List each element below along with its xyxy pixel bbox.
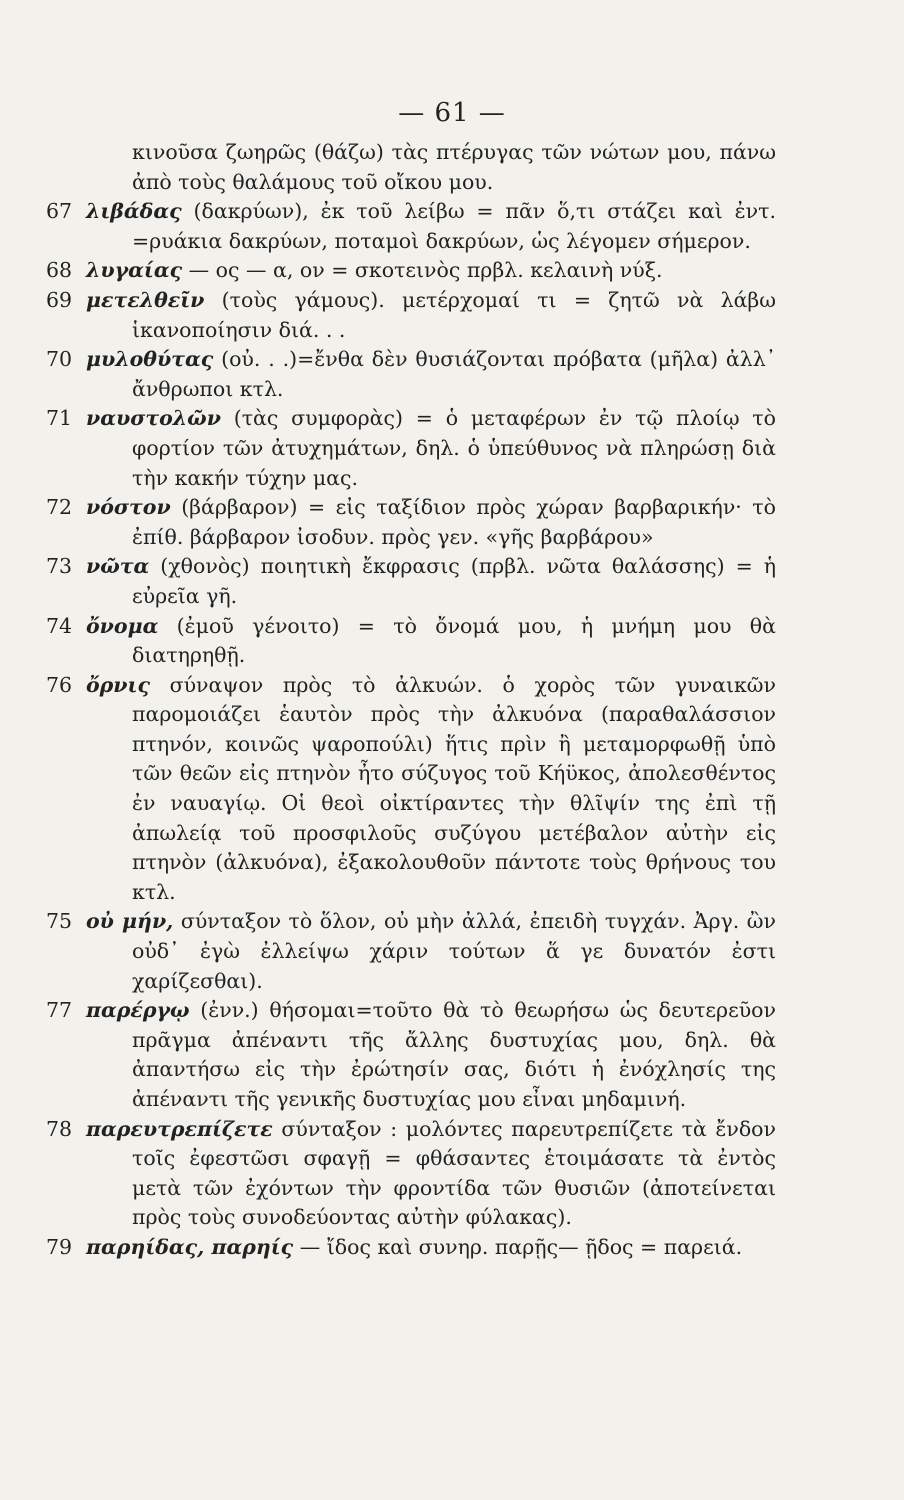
entry-headword: παρέργῳ	[86, 998, 190, 1023]
entry-number: 71	[46, 406, 73, 431]
entry-headword: ὄρνις	[86, 672, 150, 697]
entry-text: (τὰς συμφορὰς) = ὁ μεταφέρων ἐν τῷ πλοίῳ τὸ φορτίον τῶν ἀτυχημάτων, δηλ. ὁ ὑπεύθυνος νὰ πληρώσῃ διὰ τὴν κακήν τύχην μας.	[132, 406, 776, 490]
entry-headword: λυγαίας	[86, 258, 183, 283]
entry-text: (οὐ. . .)=ἔνθα δὲν θυσιάζονται πρόβατα (μῆλα) ἀλλ᾽ ἄνθρωποι κτλ.	[132, 347, 776, 401]
continuation-line	[46, 138, 776, 197]
entry-number: 79	[46, 1234, 73, 1259]
entry-number: 70	[46, 347, 73, 372]
entry-text: — ἴδος καὶ συνηρ. παρῇς— ῇδος = παρειά.	[299, 1234, 743, 1259]
glossary-entry	[46, 612, 776, 671]
entry-text: (χθονὸς) ποιητικὴ ἔκφρασις (πρβλ. νῶτα θαλάσσης) = ἡ εὐρεῖα γῆ.	[132, 554, 776, 608]
glossary-entry	[46, 996, 776, 1114]
entry-number: 68	[46, 258, 73, 283]
entry-text: (δακρύων), ἐκ τοῦ λείβω = πᾶν ὅ,τι στάζει καὶ ἐντ. =ρυάκια δακρύων, ποταμοὶ δακρύων, ὡς λέγομεν σήμερον.	[132, 199, 776, 253]
glossary-entry	[46, 1233, 776, 1263]
glossary-entry	[46, 197, 776, 256]
entry-text: σύνταξον : μολόντες παρευτρεπίζετε τὰ ἔνδον τοῖς ἐφεστῶσι σφαγῇ = φθάσαντες ἑτοιμάσατε τὰ ἐντὸς μετὰ τῶν ἐχόντων τὴν φροντίδα τῶν θυσιῶν (ἀποτείνεται πρὸς τοὺς συνοδεύοντας αὐτὴν φύλακας).	[132, 1116, 776, 1230]
entry-number: 76	[46, 672, 73, 697]
entry-headword: οὐ μήν,	[86, 909, 174, 934]
entry-headword: νῶτα	[86, 554, 150, 579]
entry-number: 78	[46, 1116, 73, 1141]
glossary-entry	[46, 256, 776, 286]
glossary-entry	[46, 493, 776, 552]
entry-headword: νόστον	[86, 495, 171, 520]
entry-text: (τοὺς γάμους). μετέρχομαί τι = ζητῶ νὰ λάβω ἱκανοποίησιν διά. . .	[132, 287, 776, 342]
page-number: — 61 —	[398, 98, 506, 128]
glossary-entry	[46, 286, 776, 345]
entry-text: (βάρβαρον) = εἰς ταξίδιον πρὸς χώραν βαρβαρικήν· τὸ ἐπίθ. βάρβαρον ἰσοδυν. πρὸς γεν. «γῆς βαρβάρου»	[132, 495, 776, 549]
continuation-text-1: κινοῦσα ζωηρῶς (θάζω) τὰς πτέρυγας τῶν νώτων μου,	[132, 140, 712, 164]
continuation-text-2: πάνω ἀπὸ τοὺς θαλάμους τοῦ οἴκου μου.	[132, 140, 776, 194]
entry-number: 73	[46, 554, 73, 579]
glossary-entry	[46, 552, 776, 611]
entry-headword: παρηίδας, παρηίς	[86, 1234, 294, 1259]
glossary-entry	[46, 671, 776, 908]
entry-headword: παρευτρεπίζετε	[86, 1116, 273, 1141]
entry-number: 75	[46, 909, 73, 934]
entry-text: σύνταξον τὸ ὅλον, οὐ μὴν ἀλλά, ἐπειδὴ τυγχάν. Ἀργ. ὢν οὐδ᾽ ἐγὼ ἐλλείψω χάριν τούτων ἅ γε δυνατόν ἐστι χαρίζεσθαι).	[132, 909, 776, 993]
entry-number: 77	[46, 998, 73, 1023]
entry-headword: ὄνομα	[86, 613, 159, 638]
entry-number: 67	[46, 199, 73, 224]
glossary-entry	[46, 404, 776, 493]
entry-number: 74	[46, 613, 73, 638]
entry-text: (ἐνν.) θήσομαι=τοῦτο θὰ τὸ θεωρήσω ὡς δευτερεῦον πρᾶγμα ἀπέναντι τῆς ἄλλης δυστυχίας μου, δηλ. θὰ ἀπαντήσω εἰς τὴν ἐρώτησίν σας, διότι ἡ ἐνόχλησίς της ἀπέναντι τῆς γενικῆς δυστυχίας μου εἶναι μηδαμινή.	[132, 998, 776, 1111]
entry-number: 72	[46, 495, 73, 520]
glossary-entry	[46, 345, 776, 404]
entry-text: — ος — α, ον = σκοτεινὸς πρβλ. κελαινὴ νύξ.	[188, 258, 663, 283]
entry-headword: ναυστολῶν	[86, 406, 221, 431]
entry-text: (ἐμοῦ γένοιτο) = τὸ ὄνομά μου, ἡ μνήμη μου θὰ διατηρηθῇ.	[132, 613, 776, 668]
entry-headword: λιβάδας	[86, 199, 182, 224]
glossary-content	[46, 138, 776, 1263]
glossary-entry	[46, 1115, 776, 1233]
entry-headword: μυλοθύτας	[86, 347, 214, 372]
entry-text: σύναψον πρὸς τὸ ἀλκυών. ὁ χορὸς τῶν γυναικῶν παρομοιάζει ἑαυτὸν πρὸς τὴν ἀλκυόνα (παραθαλάσσιον πτηνόν, κοινῶς ψαροπούλι) ἥτις πρὶν ἢ μεταμορφωθῇ ὑπὸ τῶν θεῶν εἰς πτηνὸν ἦτο σύζυγος τοῦ Κήϋκος, ἀπολεσθέντος ἐν ναυαγίῳ. Οἱ θεοὶ οἰκτίραντες τὴν θλῖψίν της ἐπὶ τῇ ἀπωλείᾳ τοῦ προσφιλοῦς συζύγου μετέβαλον αὐτὴν εἰς πτηνὸν (ἀλκυόνα), ἐξακολουθοῦν πάντοτε τοὺς θρήνους του κτλ.	[132, 672, 776, 904]
glossary-entry	[46, 907, 776, 996]
entry-number: 69	[46, 287, 73, 312]
entry-headword: μετελθεῖν	[86, 287, 205, 312]
